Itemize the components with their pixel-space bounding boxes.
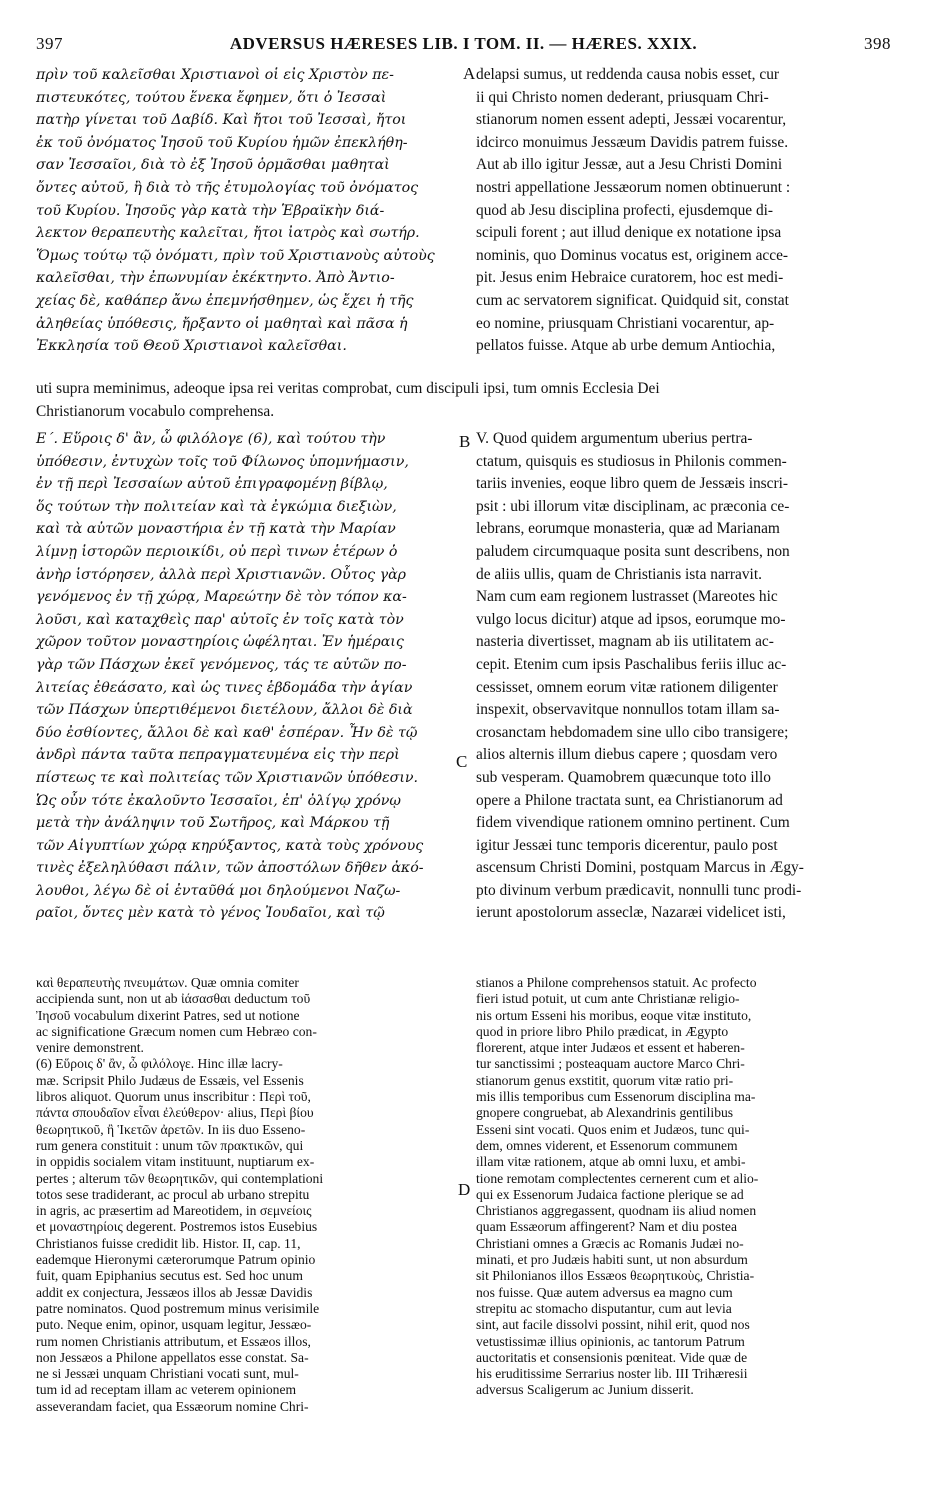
text-line: Ε΄. Εὕροις δ' ἂν, ὦ φιλόλογε (6), καὶ τούτου τὴν: [36, 431, 386, 447]
text-line: non Jessæos a Philone appellatos esse constat. Sa-: [36, 1349, 309, 1365]
text-line: θεωρητικοῦ, ἢ Ἱκετῶν ἀρετῶν. In iis duo Esseno-: [36, 1121, 306, 1137]
text-line: tum id ad receptam illam ac veterem opinionem: [36, 1382, 297, 1398]
text-line: λιτείας ἐθεάσατο, καὶ ὡς τινες ἑβδομάδα τὴν ἁγίαν: [36, 679, 413, 696]
text-line: dem, omnes viderent, et Essenorum communem: [476, 1137, 738, 1153]
text-line: accipienda sunt, non ut ab ἰάσασθαι deductum τοῦ: [36, 991, 311, 1007]
text-line: λεκτον θεραπευτὴς καλεῖται, ἤτοι ἰατρὸς καὶ σωτήρ.: [36, 225, 420, 242]
text-line: λοῦσι, καὶ καταχθεὶς παρ' αὐτοῖς ἐν τοῖς κατὰ τὸν: [36, 611, 404, 628]
text-line: τινὲς ἐξεληλύθασι πάλιν, τῶν ἀποστόλων δῆθεν ἀκό-: [36, 860, 424, 877]
text-line: auctoritatis et consensionis pœniteat. Vide quæ de: [476, 1349, 748, 1365]
text-line: igitur Jessæi tunc temporis dicerentur, paulo post: [476, 836, 778, 854]
text-line: psit : ubi illorum vitæ disciplinam, ac præconia ce-: [476, 497, 790, 515]
margin-marker-d: D: [458, 1180, 471, 1199]
text-line: καλεῖσθαι, τὴν ἐπωνυμίαν ἐκέκτηντο. Ἀπὸ Ἀντιο-: [36, 270, 395, 287]
text-line: stianorum genus exstitit, quorum vitæ ratio pri-: [476, 1072, 734, 1088]
text-line: (6) Εὕροις δ' ἂν, ὦ φιλόλογε. Hinc illæ lacry-: [36, 1056, 283, 1072]
text-line: mis illis temporibus cum Essenorum disciplina ma-: [476, 1089, 756, 1105]
footnote-text-right: [476, 975, 890, 1399]
text-line: cepit. Etenim cum ipsis Paschalibus feriis illuc ac-: [476, 655, 787, 673]
text-line: τῶν Πάσχων ὑπερτιθέμενοι διετέλουν, ἄλλοι δὲ διὰ: [36, 702, 413, 719]
text-line: Ὅμως τούτῳ τῷ ὀνόματι, πρὶν τοῦ Χριστιανοὺς αὐτοὺς: [36, 247, 435, 264]
text-line: χῶρον τοῦτον μοναστηρίοις ὠφέληται. Ἐν ἡμέραις: [36, 634, 404, 651]
text-line: Aut ab illo igitur Jessæ, aut a Jesu Christi Domini: [476, 156, 783, 174]
text-line: his eruditissime Serrarius noster lib. III Trihæresii: [476, 1366, 748, 1382]
text-line: tariis invenies, eoque libro quem de Jessæis inscri-: [476, 475, 789, 493]
margin-marker-c: C: [456, 752, 468, 771]
text-line: nostri appellatione Jessæorum nomen obtinuerunt :: [476, 178, 791, 196]
text-line: asseverandam faciet, qua Essæorum nomine Chri-: [36, 1398, 309, 1414]
text-line: ὅς τούτων τὴν πολιτείαν καὶ τὰ ἐγκώμια διεξιὼν,: [36, 498, 397, 515]
text-line: ἀνὴρ ἱστόρησεν, ἀλλὰ περὶ Χριστιανῶν. Οὗτος γὰρ: [36, 566, 407, 583]
text-line: paludem circumquaque posita sunt describens, non: [476, 542, 790, 560]
text-line: et μοναστηρίοις degerent. Postremos istos Eusebius: [36, 1219, 318, 1235]
text-line: opere a Philone tractata sunt, ea Christianorum ad: [476, 791, 783, 809]
text-line: quam Essæorum affingerent? Nam et diu postea: [476, 1219, 737, 1235]
text-line: stianorum nomen essent adepti, Jessæi vocarentur,: [476, 111, 787, 129]
margin-marker-a: A: [463, 64, 476, 83]
footnote-text-left: [36, 975, 460, 1415]
text-line: illam vitæ rationem, atque ab omni luxu, et ambi-: [476, 1154, 746, 1170]
text-line: sint, aut facile dissolvi possint, nihil erit, quod nos: [476, 1317, 750, 1333]
text-line: nis ortum Esseni his moribus, eoque vitæ instituto,: [476, 1007, 752, 1023]
text-line: inspexit, observavitque nonnullos totam illam sa-: [476, 701, 780, 719]
text-line: puto. Neque enim, opinor, usquam legitur, Jessæo-: [36, 1317, 312, 1333]
text-line: adversus Scaligerum ac Junium disserit.: [476, 1382, 694, 1398]
latin-paragraph-section-5: [476, 428, 890, 925]
text-line: πιστευκότες, τούτου ἕνεκα ἔφημεν, ὅτι ὁ Ἰεσσαὶ: [36, 89, 387, 106]
running-title: ADVERSUS HÆRESES LIB. I TOM. II. — HÆRES. XXIX.: [229, 34, 698, 53]
text-line: ραῖοι, ὄντες μὲν κατὰ τὸ γένος Ἰουδαῖοι, καὶ τῷ: [36, 905, 385, 922]
text-line: ne si Jessæi unquam Christiani vocati sunt, mul-: [36, 1366, 299, 1382]
text-line: δύο ἐσθίοντες, ἄλλοι δὲ καὶ καθ' ἑσπέραν. Ἦν δὲ τῷ: [36, 724, 418, 741]
text-line: eo nomine, priusquam Christiani vocarentur, ap-: [476, 314, 775, 332]
text-line: cessisset, omnem eorum vitæ rationem diligenter: [476, 678, 778, 696]
text-line: ἀληθείας ὑπόθεσις, ἤρξαντο οἱ μαθηταὶ καὶ πᾶσα ἡ: [36, 315, 408, 332]
latin-column-section-5: [476, 428, 890, 925]
text-line: λουθοι, λέγω δὲ οἱ ἐνταῦθά μοι δηλούμενοι Ναζω-: [36, 882, 401, 899]
text-line: crosanctam hebdomadem sine ullo cibo transigere;: [476, 723, 789, 741]
text-line: Christianorum vocabulo comprehensa.: [36, 402, 275, 420]
text-line: πρὶν τοῦ καλεῖσθαι Χριστιανοὶ οἱ εἰς Χριστὸν πε-: [36, 67, 394, 83]
text-line: V. Quod quidem argumentum uberius pertra-: [476, 430, 753, 447]
text-line: ii qui Christo nomen dederant, priusquam Chri-: [476, 88, 769, 106]
text-line: καὶ τὰ αὐτῶν μοναστήρια ἐν τῇ κατὰ τὴν Μαρίαν: [36, 521, 396, 538]
greek-paragraph: [36, 64, 460, 358]
text-line: qui ex Essenorum Judaica factione plerique se ad: [476, 1186, 744, 1202]
text-line: Christianos aggregassent, quodnam iis aliud nomen: [476, 1203, 757, 1219]
text-line: quod ab Jesu disciplina profecti, ejusdemque di-: [476, 201, 774, 219]
text-line: uti supra meminimus, adeoque ipsa rei veritas comprobat, cum discipuli ipsi, tum omnis Ecclesia Dei: [36, 380, 660, 397]
text-line: in agris, ac præsertim ad Mareotidem, in σεμνείοις: [36, 1203, 312, 1219]
text-line: pertes ; alterum τῶν θεωρητικῶν, qui contemplationi: [36, 1170, 324, 1186]
text-line: Esseni sint vocati. Quos enim et Judæos, tunc qui-: [476, 1121, 750, 1137]
text-line: ὄντες αὐτοῦ, ἢ διὰ τὸ τῆς ἐτυμολογίας τοῦ ὀνόματος: [36, 179, 419, 196]
text-line: tur sanctissimi ; posteaquam auctore Marco Chri-: [476, 1056, 745, 1072]
page-number-right: 398: [864, 34, 891, 53]
text-line: nominis, quo Dominus vocatus est, originem acce-: [476, 246, 789, 264]
text-line: sub vesperam. Quamobrem quæcunque toto illo: [476, 768, 771, 786]
text-line: fuit, quam Epiphanius secutus est. Sed hoc unum: [36, 1268, 303, 1284]
text-line: quod in priore libro Philo prædicat, in Ægypto: [476, 1023, 729, 1039]
text-line: florerent, atque inter Judæos et essent et haberen-: [476, 1040, 745, 1056]
text-line: ascensum Christi Domini, postquam Marcus in Ægy-: [476, 859, 804, 877]
text-line: πατὴρ γίνεται τοῦ Δαβίδ. Καὶ ἤτοι τοῦ Ἰεσσαὶ, ἤτοι: [36, 112, 407, 129]
text-line: libros aliquot. Quorum unus inscribitur : Περὶ τοῦ,: [36, 1089, 311, 1105]
text-line: τοῦ Κυρίου. Ἰησοῦς γὰρ κατὰ τὴν Ἑβραϊκὴν διά-: [36, 202, 385, 219]
text-line: tione remotam complectentes cernerent cum et alio-: [476, 1170, 759, 1186]
text-line: λίμνῃ ἱστορῶν περιοικίδι, οὐ περὶ τινων ἑτέρων ὁ: [36, 543, 398, 560]
page-number-left: 397: [36, 34, 63, 53]
text-line: fieri istud potuit, ut cum ante Christianæ religio-: [476, 991, 740, 1007]
text-line: minati, et pro Judæis habiti sunt, ut non absurdum: [476, 1252, 748, 1268]
margin-marker-b: B: [459, 432, 471, 451]
text-line: vetustissimæ illius opinionis, ac tantorum Patrum: [476, 1333, 745, 1349]
text-line: venire demonstrent.: [36, 1040, 144, 1056]
text-line: pellatos fuisse. Atque ab urbe demum Antiochia,: [476, 337, 776, 355]
text-line: gnopere congruebat, ab Alexandrinis gentilibus: [476, 1105, 734, 1121]
text-line: Christianos fuisse credidit lib. Histor. II, cap. 11,: [36, 1235, 301, 1251]
text-line: Nam cum eam regionem lustrasset (Mareotes hic: [476, 588, 778, 606]
footnotes-right-column: [476, 975, 890, 1399]
text-line: stianos a Philone comprehensos statuit. Ac profecto: [476, 975, 757, 990]
text-line: addit ex conjectura, Jessæos illos ab Jessæ Davidis: [36, 1284, 313, 1300]
footnotes-left-column: [36, 975, 460, 1415]
text-line: ctatum, quisquis es studiosus in Philonis commen-: [476, 452, 787, 470]
latin-spanning-lines: [36, 378, 891, 423]
text-line: lebrans, eorumque monasteria, quæ ad Marianam: [476, 520, 780, 538]
text-line: cum ac servatorem significat. Quidquid sit, constat: [476, 291, 789, 309]
text-line: ierunt apostolorum asseclæ, Nazaræi videlicet isti,: [476, 904, 786, 922]
text-line: pit. Jesus enim Hebraice curatorem, hoc est medi-: [476, 269, 784, 287]
text-line: patre nominatos. Quod postremum minus verisimile: [36, 1300, 320, 1316]
latin-paragraph: [476, 64, 890, 358]
text-line: delapsi sumus, ut reddenda causa nobis esset, cur: [476, 66, 780, 83]
text-line: nasteria divertisset, magnam ab iis utilitatem ac-: [476, 633, 774, 651]
text-line: rum genera constituit : unum τῶν πρακτικῶν, qui: [36, 1137, 304, 1153]
text-line: alios alternis illum diebus capere ; quosdam vero: [476, 746, 778, 764]
text-line: rum nomen Christianis attributum, et Essæos illos,: [36, 1333, 311, 1349]
latin-column-top: [476, 64, 890, 358]
text-line: idcirco monuimus Jessæum Davidis patrem fuisse.: [476, 133, 789, 151]
running-header: [36, 34, 891, 58]
text-line: vulgo locus dicitur) atque ad ipsos, eorumque mo-: [476, 610, 786, 628]
greek-column-section-5: [36, 428, 460, 925]
text-line: γενόμενος ἐν τῇ χώρᾳ, Μαρεώτην δὲ τὸν τόπον κα-: [36, 589, 407, 606]
text-line: Christiani omnes a Græcis ac Romanis Judæi no-: [476, 1235, 744, 1251]
text-line: ὑπόθεσιν, ἐντυχὼν τοῖς τοῦ Φίλωνος ὑπομνήμασιν,: [36, 453, 409, 470]
text-line: γὰρ τῶν Πάσχων ἐκεῖ γενόμενος, τάς τε αὐτῶν πο-: [36, 656, 407, 673]
text-line: καὶ θεραπευτὴς πνευμάτων. Quæ omnia comiter: [36, 975, 299, 990]
greek-column-top: [36, 64, 460, 358]
text-line: πάντα σπουδαῖον εἶναι ἐλεύθερον· alius, Περὶ βίου: [36, 1105, 314, 1121]
text-line: ἐν τῇ περὶ Ἰεσσαίων αὐτοῦ ἐπιγραφομένῃ βίβλῳ,: [36, 476, 388, 493]
text-line: ἐκ τοῦ ὀνόματος Ἰησοῦ τοῦ Κυρίου ἡμῶν ἐπεκλήθη-: [36, 134, 408, 151]
text-line: in oppidis socialem vitam instituunt, nuptiarum ex-: [36, 1154, 315, 1170]
text-line: μετὰ τὴν ἀνάληψιν τοῦ Σωτῆρος, καὶ Μάρκου τῇ: [36, 815, 390, 832]
text-line: ac significatione Græcum nomen cum Hebræo con-: [36, 1023, 317, 1039]
text-line: nos fuisse. Quæ autem adversus ea magno cum: [476, 1284, 733, 1300]
greek-paragraph-section-5: [36, 428, 460, 925]
text-line: ἀνδρὶ πάντα ταῦτα πεπραγματευμένα εἰς τὴν περὶ: [36, 747, 400, 764]
text-line: Ἐκκλησία τοῦ Θεοῦ Χριστιανοὶ καλεῖσθαι.: [36, 338, 347, 355]
text-line: pto divinum verbum prædicavit, nonnulli tunc prodi-: [476, 881, 802, 899]
text-line: Ἰησοῦ vocabulum dixerint Patres, sed ut notione: [36, 1007, 300, 1023]
text-line: strepitu ac stomacho disputantur, cum aut levia: [476, 1300, 732, 1316]
latin-spanning-paragraph: [36, 378, 891, 423]
text-line: sit Philonianos illos Essæos θεωρητικοὺς, Christia-: [476, 1268, 755, 1284]
text-line: χείας δὲ, καθάπερ ἄνω ἐπεμνήσθημεν, ὡς ἔχει ἡ τῆς: [36, 292, 414, 309]
text-line: scipuli forent ; aut illud denique ex notatione ipsa: [476, 224, 782, 242]
text-line: fidem vivendique rationem omnino pertinent. Cum: [476, 814, 790, 832]
text-line: σαν Ἰεσσαῖοι, διὰ τὸ ἐξ Ἰησοῦ ὁρμᾶσθαι μαθηταὶ: [36, 157, 390, 174]
text-line: totos sese tradiderant, ac procul ab urbano strepitu: [36, 1186, 310, 1202]
text-line: πίστεως τε καὶ πολιτείας τῶν Χριστιανῶν ὑπόθεσιν.: [36, 769, 419, 786]
text-line: Ὡς οὖν τότε ἐκαλοῦντο Ἰεσσαῖοι, ἐπ' ὀλίγῳ χρόνῳ: [36, 792, 401, 809]
text-line: eademque Hieronymi cæterorumque Patrum opinio: [36, 1252, 316, 1268]
text-line: mæ. Scripsit Philo Judæus de Essæis, vel Essenis: [36, 1072, 304, 1088]
text-line: de aliis ullis, quam de Christianis ista narravit.: [476, 565, 762, 583]
text-line: τῶν Αἰγυπτίων χώρᾳ κηρύξαντος, κατὰ τοὺς χρόνους: [36, 837, 424, 854]
